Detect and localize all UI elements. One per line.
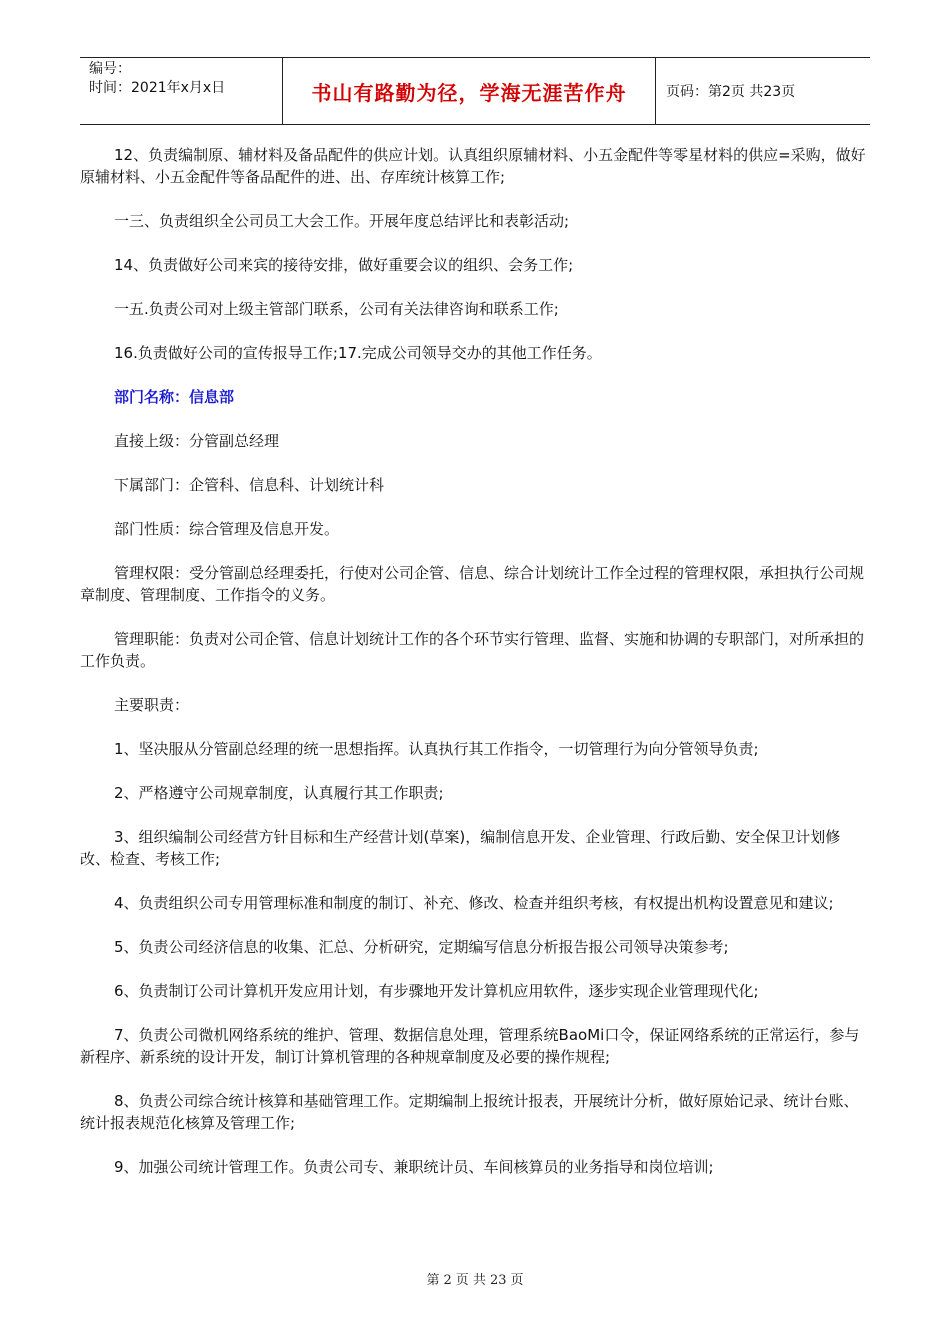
paragraph: 直接上级：分管副总经理: [114, 432, 280, 450]
footer-suffix: 页: [510, 1273, 524, 1288]
paragraph: 7、负责公司微机网络系统的维护、管理、数据信息处理，管理系统BaoMi口令，保证网络系统的正常运行，参与新程序、新系统的设计开发，制订计算机管理的各种规章制度及必要的操作规程;: [80, 1026, 860, 1066]
section-heading: 部门名称：信息部: [114, 388, 235, 406]
paragraph: 1、坚决服从分管副总经理的统一思想指挥。认真执行其工作指令，一切管理行为向分管领导负责;: [114, 740, 759, 758]
paragraph: 一五.负责公司对上级主管部门联系，公司有关法律咨询和联系工作;: [114, 300, 559, 318]
paragraph: 主要职责：: [114, 696, 190, 714]
paragraph: 12、负责编制原、辅材料及备品配件的供应计划。认真组织原辅材料、小五金配件等零星材料的供应=采购，做好原辅材料、小五金配件等备品配件的进、出、存库统计核算工作;: [80, 146, 866, 186]
header-page-info: 页码：第2页 共23页: [666, 84, 796, 100]
paragraph: 2、严格遵守公司规章制度，认真履行其工作职责;: [114, 784, 444, 802]
paragraph: 下属部门：企管科、信息科、计划统计科: [114, 476, 385, 494]
doc-number-label: 编号：: [89, 61, 131, 77]
document-body: [80, 144, 870, 1200]
paragraph: 一三、负责组织全公司员工大会工作。开展年度总结评比和表彰活动;: [114, 212, 570, 230]
paragraph: 3、组织编制公司经营方针目标和生产经营计划(草案)，编制信息开发、企业管理、行政后勤、安全保卫计划修改、检查、考核工作;: [80, 828, 841, 868]
footer-total-pages: 23: [489, 1273, 507, 1288]
paragraph: 9、加强公司统计管理工作。负责公司专、兼职统计员、车间核算员的业务指导和岗位培训;: [114, 1158, 714, 1176]
paragraph: 14、负责做好公司来宾的接待安排，做好重要会议的组织、会务工作;: [114, 256, 574, 274]
header-motto: 书山有路勤为径，学海无涯苦作舟: [283, 58, 656, 124]
paragraph: 6、负责制订公司计算机开发应用计划，有步骤地开发计算机应用软件，逐步实现企业管理现代化;: [114, 982, 759, 1000]
paragraph: 管理职能：负责对公司企管、信息计划统计工作的各个环节实行管理、监督、实施和协调的专职部门，对所承担的工作负责。: [80, 630, 865, 670]
doc-date-label: 时间：2021年x月x日: [89, 80, 226, 96]
page-header: [80, 57, 870, 125]
page-footer: [0, 1269, 950, 1288]
footer-prefix: 第: [426, 1273, 440, 1288]
footer-mid: 页 共: [455, 1273, 486, 1288]
footer-current-page: 2: [443, 1273, 452, 1288]
header-meta: [80, 58, 283, 124]
paragraph: 16.负责做好公司的宣传报导工作;17.完成公司领导交办的其他工作任务。: [114, 344, 602, 362]
paragraph: 4、负责组织公司专用管理标准和制度的制订、补充、修改、检查并组织考核，有权提出机构设置意见和建议;: [114, 894, 834, 912]
paragraph: 8、负责公司综合统计核算和基础管理工作。定期编制上报统计报表，开展统计分析，做好原始记录、统计台账、统计报表规范化核算及管理工作;: [80, 1092, 859, 1132]
paragraph: 5、负责公司经济信息的收集、汇总、分析研究，定期编写信息分析报告报公司领导决策参考;: [114, 938, 729, 956]
paragraph: 管理权限：受分管副总经理委托，行使对公司企管、信息、综合计划统计工作全过程的管理权限，承担执行公司规章制度、管理制度、工作指令的义务。: [80, 564, 865, 604]
paragraph: 部门性质：综合管理及信息开发。: [114, 520, 340, 538]
